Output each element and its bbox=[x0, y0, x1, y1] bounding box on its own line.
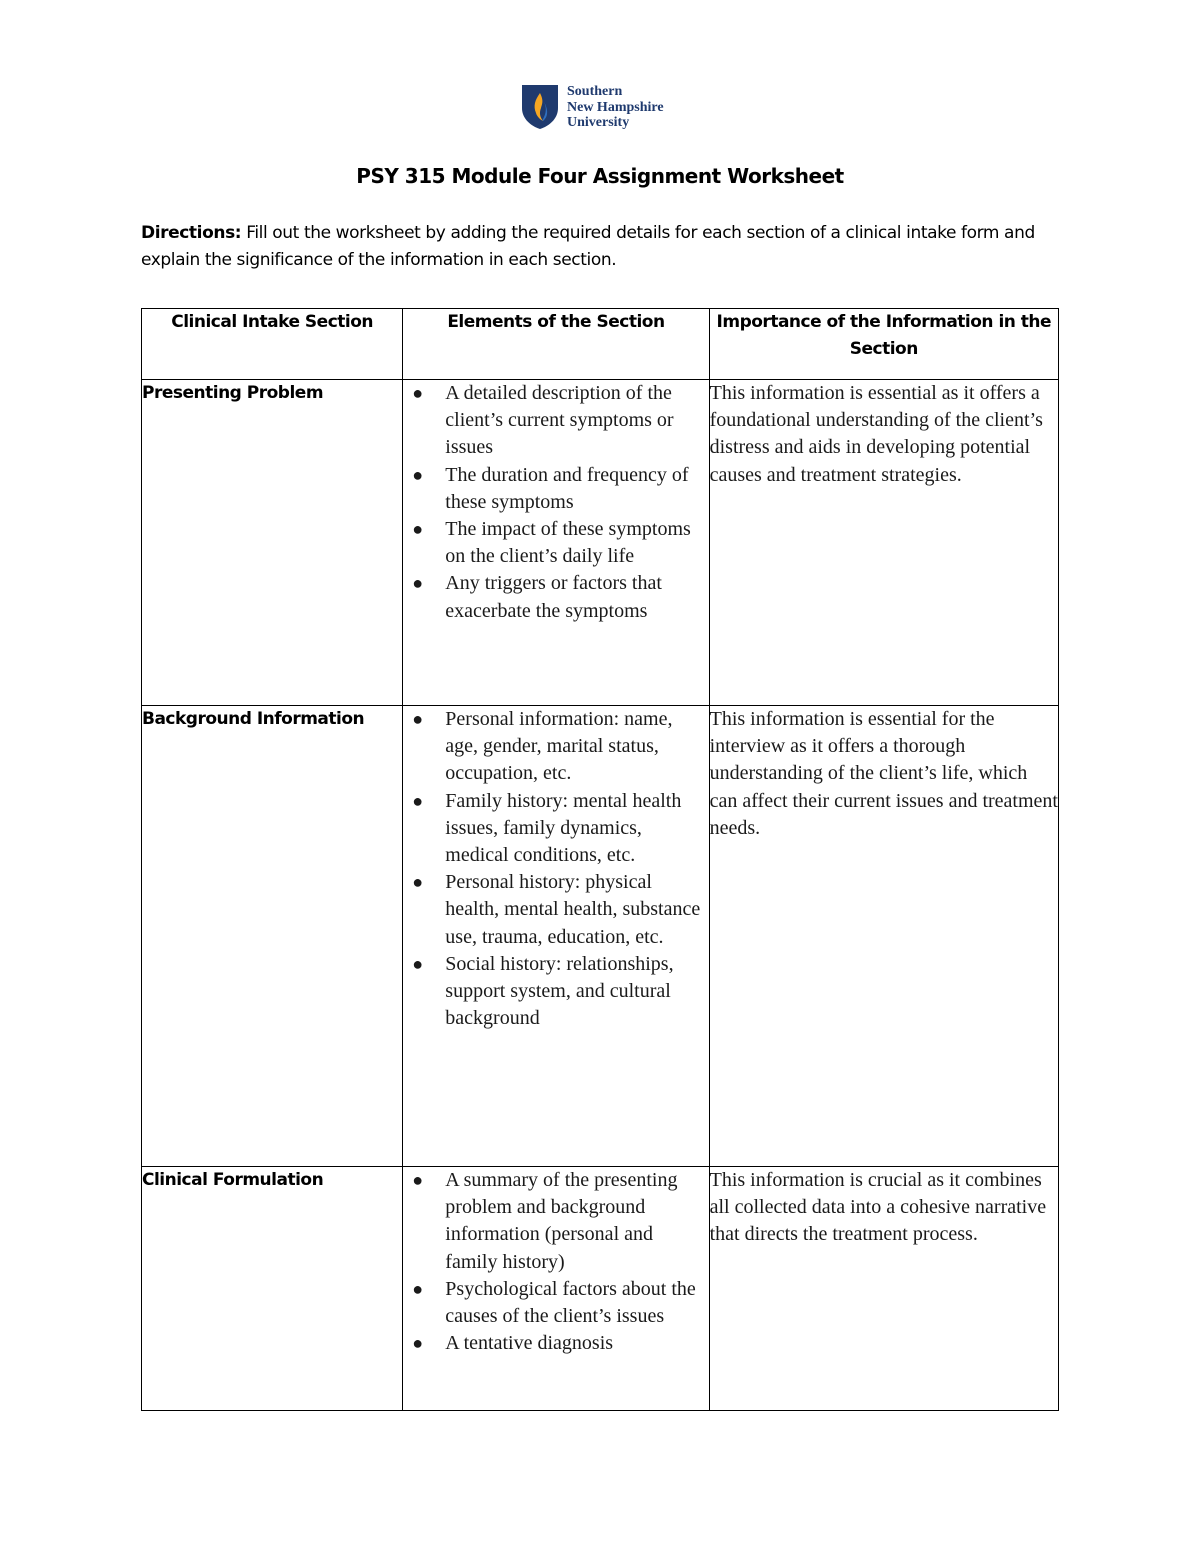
logo-wordmark bbox=[567, 84, 664, 131]
section-name: Background Information bbox=[142, 706, 403, 1167]
bullet-icon: ● bbox=[412, 383, 424, 403]
logo-line-3: University bbox=[567, 115, 630, 130]
importance-cell: This information is essential for the interview as it offers a thorough understanding of the client’s life, which can affect their current issues and treatment needs. bbox=[709, 706, 1058, 1167]
header-elements: Elements of the Section bbox=[403, 309, 709, 380]
bullet-icon: ● bbox=[412, 573, 424, 594]
bullet-icon: ● bbox=[412, 1278, 424, 1299]
elements-cell bbox=[403, 380, 709, 706]
elements-list bbox=[403, 380, 708, 625]
elements-cell bbox=[403, 1167, 709, 1411]
list-item bbox=[412, 951, 708, 1033]
list-item bbox=[412, 462, 708, 516]
directions-label: Directions: bbox=[141, 223, 242, 243]
bullet-icon: ● bbox=[412, 953, 424, 974]
table-row bbox=[142, 706, 1059, 1167]
header-section: Clinical Intake Section bbox=[142, 309, 403, 380]
elements-list bbox=[403, 706, 708, 1032]
bullet-icon: ● bbox=[412, 1333, 424, 1354]
list-item bbox=[412, 570, 708, 624]
directions-text: Fill out the worksheet by adding the required details for each section of a clinical intake form and explain the significance of the information in each section. bbox=[141, 223, 1035, 270]
list-item bbox=[412, 788, 708, 870]
element-text: Family history: mental health issues, family dynamics, medical conditions, etc. bbox=[445, 789, 682, 867]
list-item bbox=[412, 1276, 708, 1330]
bullet-icon: ● bbox=[412, 464, 424, 485]
list-item bbox=[412, 706, 708, 788]
table-row bbox=[142, 380, 1059, 706]
section-name: Clinical Formulation bbox=[142, 1167, 403, 1411]
list-item bbox=[412, 516, 708, 570]
university-logo bbox=[521, 84, 664, 131]
list-item bbox=[412, 380, 708, 462]
list-item bbox=[412, 1167, 708, 1276]
directions-paragraph bbox=[141, 220, 1071, 274]
list-item bbox=[412, 869, 708, 951]
bullet-icon: ● bbox=[412, 1170, 424, 1190]
section-name: Presenting Problem bbox=[142, 380, 403, 706]
shield-flame-icon bbox=[521, 84, 559, 130]
element-text: Psychological factors about the causes of the client’s issues bbox=[445, 1277, 696, 1328]
table-header-row bbox=[142, 309, 1059, 380]
element-text: Personal history: physical health, mental health, substance use, trauma, education, etc. bbox=[445, 871, 701, 948]
intake-worksheet-table bbox=[141, 308, 1059, 1411]
element-text: Social history: relationships, support system, and cultural background bbox=[445, 952, 674, 1030]
elements-cell bbox=[403, 706, 709, 1167]
element-text: A detailed description of the client’s current symptoms or issues bbox=[445, 382, 674, 459]
element-text: A summary of the presenting problem and background information (personal and family history) bbox=[445, 1169, 678, 1273]
bullet-icon: ● bbox=[412, 519, 424, 540]
importance-cell: This information is essential as it offers a foundational understanding of the client’s distress and aids in developing potential causes and treatment strategies. bbox=[709, 380, 1058, 706]
logo-line-1: Southern bbox=[567, 84, 623, 99]
list-item bbox=[412, 1330, 708, 1357]
logo-line-2: New Hampshire bbox=[567, 99, 664, 115]
bullet-icon: ● bbox=[412, 709, 424, 729]
element-text: The duration and frequency of these symptoms bbox=[445, 463, 689, 513]
elements-list bbox=[403, 1167, 708, 1357]
element-text: The impact of these symptoms on the client’s daily life bbox=[445, 518, 691, 568]
page-title: PSY 315 Module Four Assignment Worksheet bbox=[356, 164, 844, 188]
header-importance: Importance of the Information in the Section bbox=[709, 309, 1058, 380]
bullet-icon: ● bbox=[412, 872, 424, 893]
bullet-icon: ● bbox=[412, 790, 424, 811]
table-row bbox=[142, 1167, 1059, 1411]
element-text: Personal information: name, age, gender, marital status, occupation, etc. bbox=[445, 708, 673, 785]
element-text: Any triggers or factors that exacerbate the symptoms bbox=[445, 572, 662, 622]
importance-cell: This information is crucial as it combines all collected data into a cohesive narrative that directs the treatment process. bbox=[709, 1167, 1058, 1411]
element-text: A tentative diagnosis bbox=[445, 1332, 614, 1355]
